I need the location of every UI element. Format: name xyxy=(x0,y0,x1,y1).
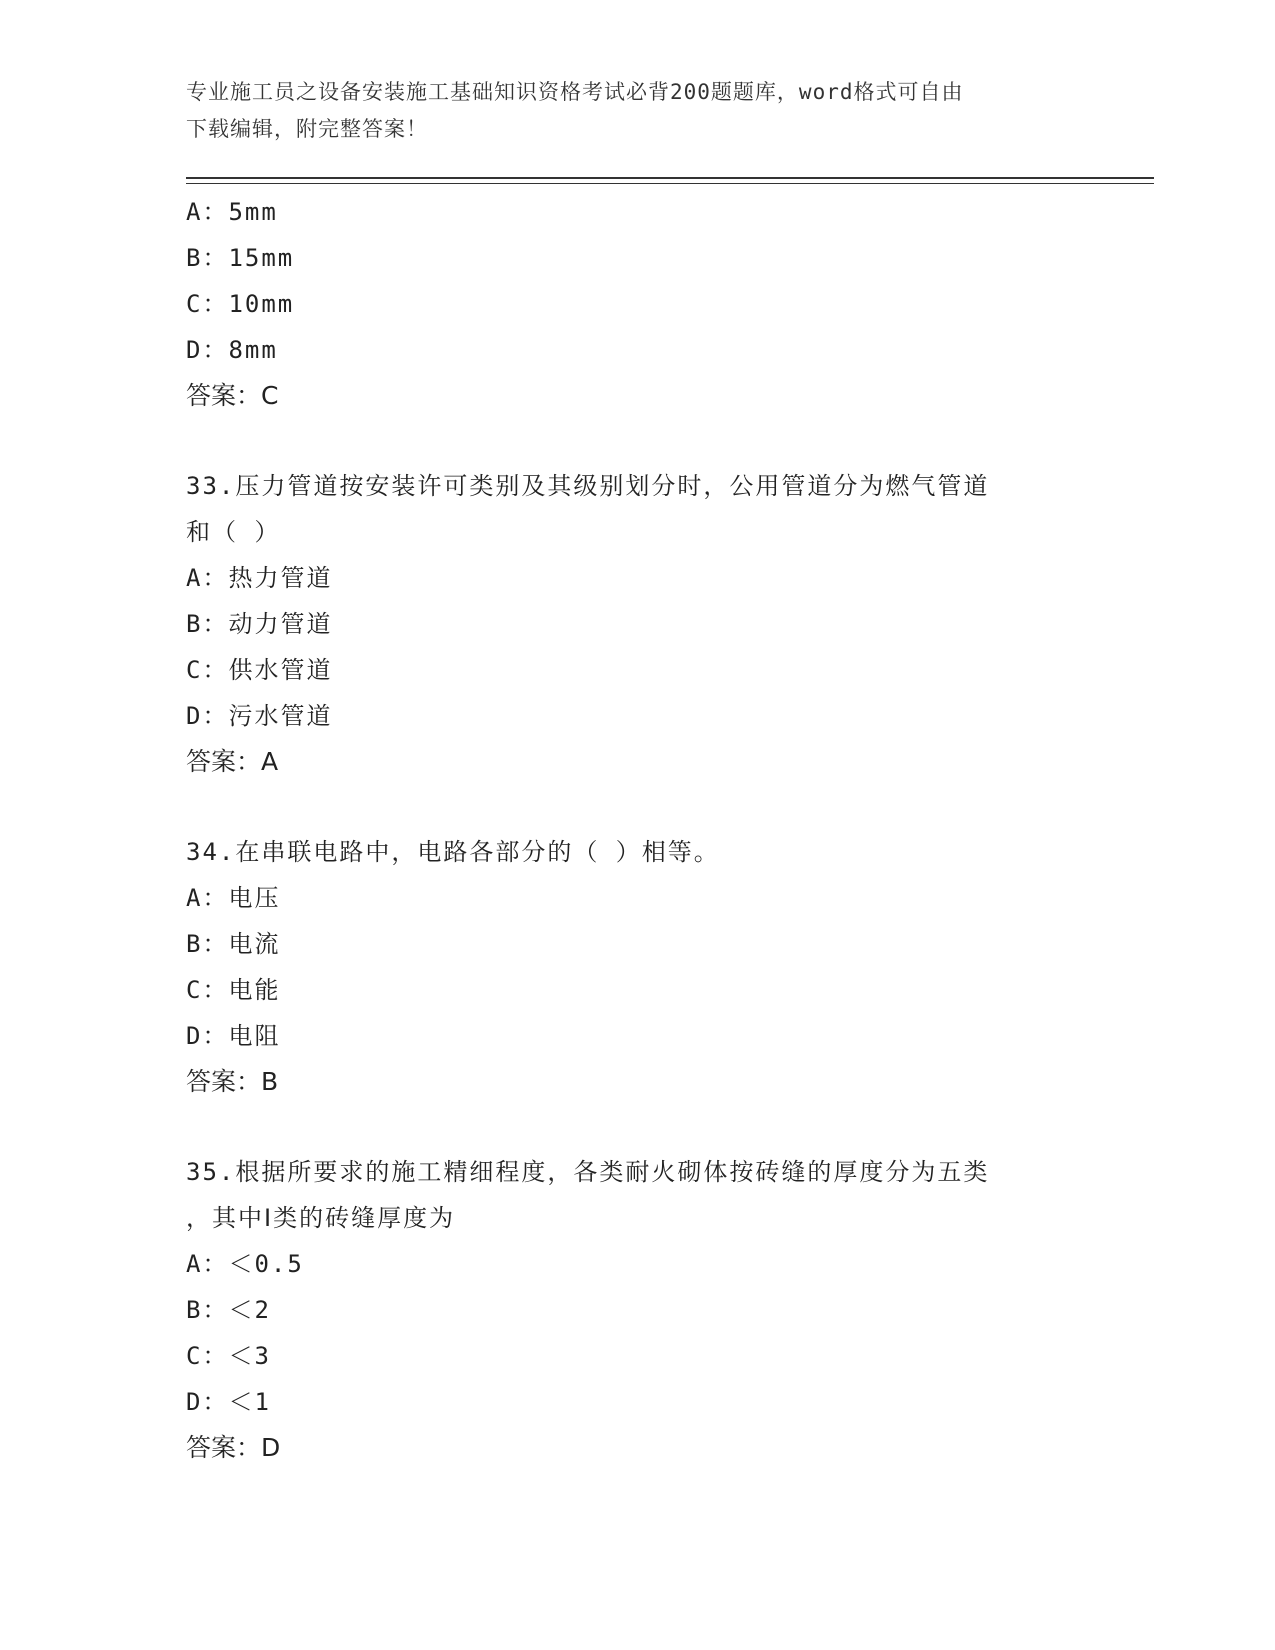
question-stem-line-1: 33.压力管道按安装许可类别及其级别划分时，公用管道分为燃气管道 xyxy=(186,472,990,500)
option-d: D：污水管道 xyxy=(186,702,333,730)
answer: 答案：D xyxy=(186,1433,281,1462)
question-34 xyxy=(186,829,1086,1105)
answer: 答案：B xyxy=(186,1067,279,1096)
option-b: B：15mm xyxy=(186,244,295,272)
question-stem-line-2: 和（ ） xyxy=(186,518,281,546)
option-a: A：＜0.5 xyxy=(186,1250,304,1278)
option-a: A：5mm xyxy=(186,198,278,226)
option-d: D：电阻 xyxy=(186,1022,281,1050)
option-c: C：＜3 xyxy=(186,1342,271,1370)
option-a: A：热力管道 xyxy=(186,564,333,592)
option-d: D：＜1 xyxy=(186,1388,271,1416)
question-stem-line-1: 34.在串联电路中，电路各部分的（ ）相等。 xyxy=(186,838,720,866)
option-b: B：电流 xyxy=(186,930,281,958)
question-35 xyxy=(186,1149,1086,1471)
option-d: D：8mm xyxy=(186,336,278,364)
option-c: C：10mm xyxy=(186,290,295,318)
answer: 答案：C xyxy=(186,381,279,410)
answer: 答案：A xyxy=(186,747,279,776)
document-header xyxy=(186,74,1066,148)
question-32 xyxy=(186,189,1086,419)
header-rule-thin xyxy=(186,183,1154,184)
option-b: B：动力管道 xyxy=(186,610,333,638)
header-line-1: 专业施工员之设备安装施工基础知识资格考试必背200题题库，word格式可自由 xyxy=(186,80,964,104)
option-b: B：＜2 xyxy=(186,1296,271,1324)
option-c: C：供水管道 xyxy=(186,656,333,684)
question-stem-line-2: ，其中Ⅰ类的砖缝厚度为 xyxy=(186,1204,456,1232)
header-line-2: 下载编辑，附完整答案！ xyxy=(186,117,428,141)
option-c: C：电能 xyxy=(186,976,281,1004)
question-33 xyxy=(186,463,1086,785)
option-a: A：电压 xyxy=(186,884,281,912)
question-list xyxy=(186,189,1086,1471)
header-rule-thick xyxy=(186,177,1154,179)
question-stem-line-1: 35.根据所要求的施工精细程度，各类耐火砌体按砖缝的厚度分为五类 xyxy=(186,1158,990,1186)
